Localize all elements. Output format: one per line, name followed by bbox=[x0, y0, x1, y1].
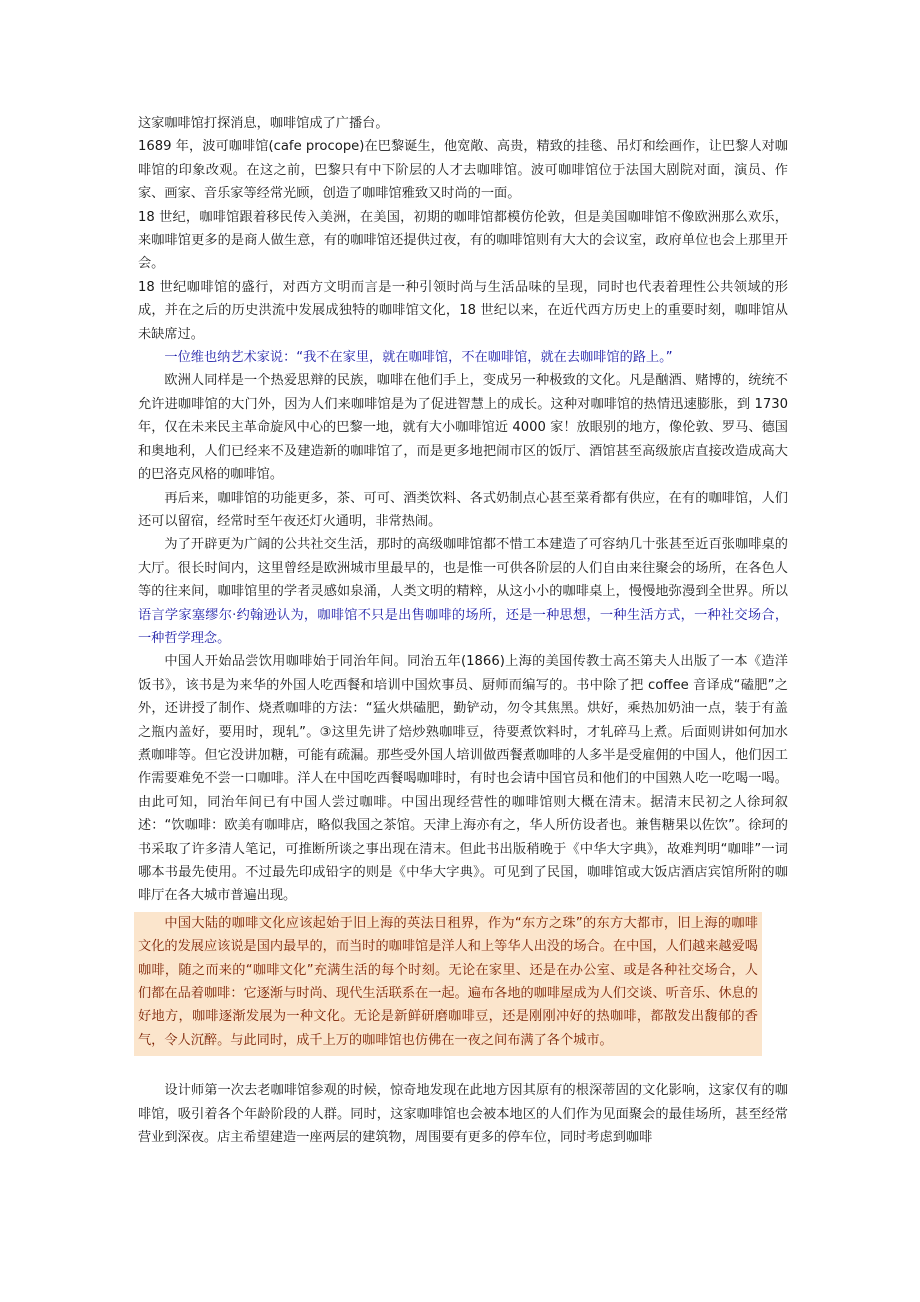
paragraph-2: 1689 年，波可咖啡馆(cafe procope)在巴黎诞生，他宽敞、高贵，精致的挂毯、吊灯和绘画作，让巴黎人对咖啡馆的印象改观。在这之前，巴黎只有中下阶层的人才去咖啡馆。波可咖啡馆位于法国大剧院对面，演员、作家、画家、音乐家等经常光顾，创造了咖啡馆雅致又时尚的一面。 bbox=[138, 139, 788, 202]
paragraph-1: 这家咖啡馆打探消息，咖啡馆成了广播台。 bbox=[138, 116, 389, 131]
paragraph-8 bbox=[138, 533, 788, 650]
paragraph-6: 欧洲人同样是一个热爱思辩的民族，咖啡在他们手上，变成另一种极致的文化。凡是酗酒、赌博的，统统不允许进咖啡馆的大门外，因为人们来咖啡馆是为了促进智慧上的成长。这种对咖啡馆的热情迅速膨胀，到 1730 年，仅在未来民主革命旋风中心的巴黎一地，就有大小咖啡馆近 4000 家！放眼别的地方，像伦敦、罗马、德国和奥地利，人们已经来不及建造新的咖啡馆了，而是更多地把闹市区的饭厅、酒馆甚至高级旅店直接改造成高大的巴洛克风格的咖啡馆。 bbox=[138, 373, 788, 483]
vienna-artist-quote: 一位维也纳艺术家说：“我不在家里，就在咖啡馆，不在咖啡馆，就在去咖啡馆的路上。” bbox=[164, 350, 673, 366]
paragraph-9: 中国人开始品尝饮用咖啡始于同治年间。同治五年(1866)上海的美国传教士高丕第夫人出版了一本《造洋饭书》，该书是为来华的外国人吃西餐和培训中国炊事员、厨师而编写的。书中除了把 coffee 音译成“磕肥”之外，还讲授了制作、烧煮咖啡的方法：“猛火烘磕肥，勤铲动，勿令其焦黑。烘好，乘热加奶油一点，装于有盖之瓶内盖好，要用时，现轧”。③这里先讲了焙炒熟咖啡豆，待要煮饮料时，才轧碎马上煮。后面则讲如何加水煮咖啡等。但它没讲加糖，可能有疏漏。那些受外国人培训做西餐煮咖啡的人多半是受雇佣的中国人，他们因工作需要难免不尝一口咖啡。洋人在中国吃西餐喝咖啡时，有时也会请中国官员和他们的中国熟人吃一吃喝一喝。由此可知，同治年间已有中国人尝过咖啡。中国出现经营性的咖啡馆则大概在清末。据清末民初之人徐珂叙述：“饮咖啡：欧美有咖啡店，略似我国之茶馆。天津上海亦有之，华人所仿设者也。兼售糖果以佐饮”。徐珂的书采取了许多清人笔记，可推断所谈之事出现在清末。但此书出版稍晚于《中华大字典》，故难判明“咖啡”一词哪本书最先使用。不过最先印成铅字的则是《中华大字典》。可见到了民国，咖啡馆或大饭店酒店宾馆所附的咖啡厅在各大城市普遍出现。 bbox=[138, 654, 788, 904]
highlighted-passage bbox=[134, 912, 762, 1056]
paragraph-7: 再后来，咖啡馆的功能更多，茶、可可、酒类饮料、各式奶制点心甚至菜肴都有供应，在有的咖啡馆，人们还可以留宿，经常时至午夜还灯火通明，非常热闹。 bbox=[138, 490, 788, 529]
document-body bbox=[138, 112, 788, 1149]
paragraph-11: 设计师第一次去老咖啡馆参观的时候，惊奇地发现在此地方因其原有的根深蒂固的文化影响，这家仅有的咖啡馆，吸引着各个年龄阶段的人群。同时，这家咖啡馆也会被本地区的人们作为见面聚会的最佳场所，甚至经常营业到深夜。店主希望建造一座两层的建筑物，周围要有更多的停车位，同时考虑到咖啡 bbox=[138, 1083, 788, 1146]
paragraph-10: 中国大陆的咖啡文化应该起始于旧上海的英法日租界，作为“东方之珠”的东方大都市，旧上海的咖啡文化的发展应该说是国内最早的，而当时的咖啡馆是洋人和上等华人出没的场合。在中国，人们越来越爱喝咖啡，随之而来的“咖啡文化”充满生活的每个时刻。无论在家里、还是在办公室、或是各种社交场合，人们都在品着咖啡：它逐渐与时尚、现代生活联系在一起。遍布各地的咖啡屋成为人们交谈、听音乐、休息的好地方，咖啡逐渐发展为一种文化。无论是新鲜研磨咖啡豆，还是刚刚冲好的热咖啡，都散发出馥郁的香气，令人沉醉。与此同时，成千上万的咖啡馆也仿佛在一夜之间布满了各个城市。 bbox=[138, 915, 758, 1048]
paragraph-4: 18 世纪咖啡馆的盛行，对西方文明而言是一种引领时尚与生活品味的呈现，同时也代表着理性公共领域的形成，并在之后的历史洪流中发展成独特的咖啡馆文化，18 世纪以来，在近代西方历史上的重要时刻，咖啡馆从未缺席过。 bbox=[138, 279, 788, 342]
paragraph-8-text: 为了开辟更为广阔的公共社交生活，那时的高级咖啡馆都不惜工本建造了可容纳几十张甚至近百张咖啡桌的大厅。很长时间内，这里曾经是欧洲城市里最早的，也是惟一可供各阶层的人们自由来往聚会的场所，在各色人等的往来间，咖啡馆里的学者灵感如泉涌，人类文明的精粹，从这小小的咖啡桌上，慢慢地弥漫到全世界。所以 bbox=[138, 537, 788, 600]
johnson-quote-text: 语言学家塞缪尔·约翰逊认为，咖啡馆不只是出售咖啡的场所，还是一种思想，一种生活方式，一种社交场合，一种哲学理念。 bbox=[138, 607, 789, 646]
paragraph-3: 18 世纪，咖啡馆跟着移民传入美洲，在美国，初期的咖啡馆都模仿伦敦，但是美国咖啡馆不像欧洲那么欢乐，来咖啡馆更多的是商人做生意，有的咖啡馆还提供过夜，有的咖啡馆则有大大的会议室，政府单位也会上那里开会。 bbox=[138, 209, 788, 272]
paragraph-gap bbox=[138, 1056, 788, 1079]
